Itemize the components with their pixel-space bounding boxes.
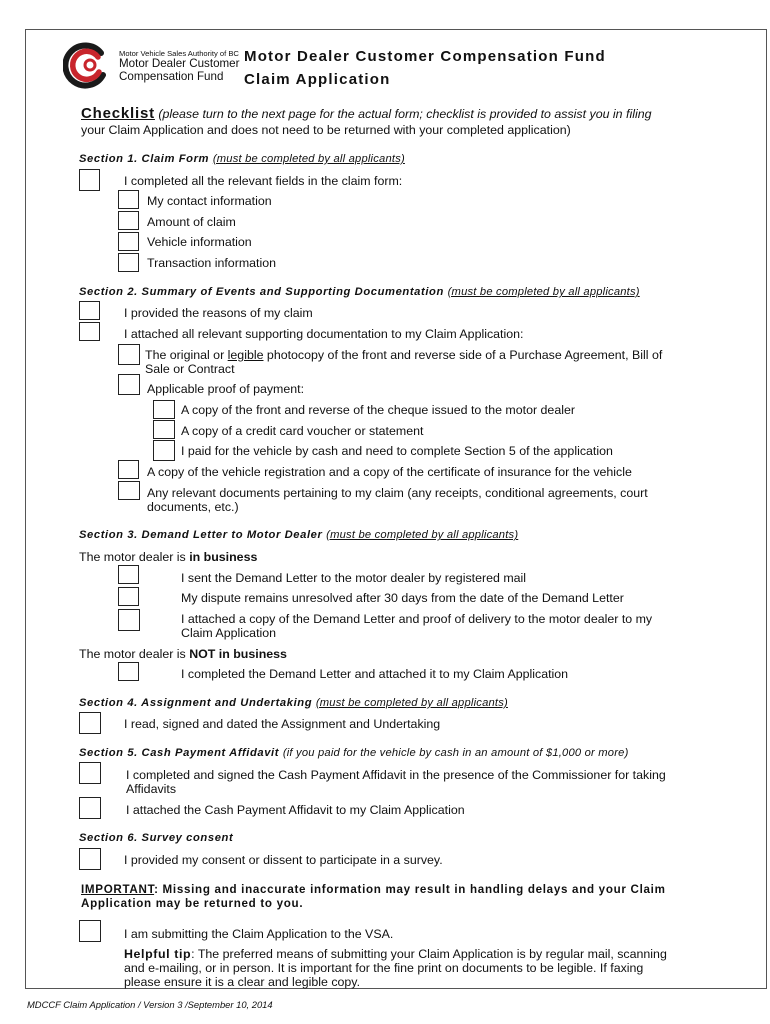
checkbox-affidavit-attached[interactable] (79, 797, 101, 819)
section2-proof: Applicable proof of payment: (147, 382, 305, 396)
checkbox-credit-card[interactable] (153, 420, 175, 439)
section4-title: Section 4. Assignment and Undertaking (79, 697, 313, 709)
section5-item1-line1: I completed and signed the Cash Payment Affidavit in the presence of the Commissioner for taking (126, 768, 666, 782)
important-submit: I am submitting the Claim Application to the VSA. (124, 927, 394, 941)
page-subtitle: Claim Application (244, 71, 391, 88)
section1-sub-item: Amount of claim (147, 215, 236, 229)
section2-other-line1: Any relevant documents pertaining to my claim (any receipts, conditional agreements, court (147, 486, 648, 500)
in-business-prefix: The motor dealer is (79, 550, 190, 564)
checkbox-supporting-docs[interactable] (79, 322, 100, 341)
checkbox-affidavit-signed[interactable] (79, 762, 101, 784)
tip-label: Helpful tip (124, 947, 192, 961)
section2-item2: I attached all relevant supporting documentation to my Claim Application: (124, 327, 524, 341)
checkbox-demand-letter-completed[interactable] (118, 662, 139, 681)
section6-item: I provided my consent or dissent to participate in a survey. (124, 853, 443, 867)
in-business-bold: in business (189, 550, 258, 564)
section4-qualifier: (must be completed by all applicants) (315, 697, 508, 709)
section5-title: Section 5. Cash Payment Affidavit (79, 747, 280, 759)
checkbox-amount-of-claim[interactable] (118, 211, 139, 230)
section3-attached-line2: Claim Application (181, 626, 277, 640)
footer-version: MDCCF Claim Application / Version 3 /September 10, 2014 (27, 999, 273, 1010)
checklist-note-line1: (please turn to the next page for the actual form; checklist is provided to assist you in filing (158, 107, 652, 121)
logo-text (119, 49, 239, 83)
section3-header (79, 529, 518, 541)
section2-original-line2: Sale or Contract (145, 362, 235, 376)
section6-title: Section 6. Survey consent (79, 832, 234, 844)
original-text-a: The original or (145, 348, 228, 362)
checkbox-purchase-agreement[interactable] (118, 344, 140, 365)
original-legible: legible (227, 348, 264, 362)
checklist-intro (81, 105, 652, 122)
checkbox-other-docs[interactable] (118, 481, 140, 500)
section1-sub-item: Transaction information (147, 256, 277, 270)
section5-header (79, 747, 629, 759)
checklist-heading: Checklist (81, 105, 155, 122)
tip-line2: and e-mailing, or in person. It is important for the fine print on documents to be legible. If faxing (124, 961, 644, 975)
checkbox-proof-of-payment[interactable] (118, 374, 140, 395)
tip-line3: please ensure it is a clear and legible copy. (124, 975, 361, 989)
checkbox-submitting[interactable] (79, 920, 101, 942)
page-frame (25, 29, 767, 989)
section2-header (79, 286, 640, 298)
important-label: IMPORTANT (81, 883, 155, 896)
section4-item: I read, signed and dated the Assignment and Undertaking (124, 717, 441, 731)
section2-proof-item: I paid for the vehicle by cash and need to complete Section 5 of the application (181, 444, 613, 458)
section3-item: I sent the Demand Letter to the motor dealer by registered mail (181, 571, 527, 585)
section2-original-line1 (145, 348, 662, 362)
checkbox-unresolved-30-days[interactable] (118, 587, 139, 606)
section2-title: Section 2. Summary of Events and Supporting Documentation (79, 286, 444, 298)
mvsa-logo-icon (63, 41, 111, 89)
checklist-note-line2: your Claim Application and does not need to be returned with your completed application) (81, 123, 571, 137)
section1-sub-item: My contact information (147, 194, 272, 208)
section2-qualifier: (must be completed by all applicants) (447, 286, 640, 298)
checkbox-section1-claim-form[interactable] (79, 169, 100, 191)
important-text-line1: : Missing and inaccurate information may result in handling delays and your Claim (154, 883, 666, 896)
checkbox-registration[interactable] (118, 460, 139, 479)
section1-qualifier: (must be completed by all applicants) (212, 153, 405, 165)
checkbox-cash-payment[interactable] (153, 440, 175, 461)
checkbox-demand-letter-attached[interactable] (118, 609, 140, 631)
section2-proof-item: A copy of a credit card voucher or statement (181, 424, 424, 438)
section3-title: Section 3. Demand Letter to Motor Dealer (79, 529, 323, 541)
page-title: Motor Dealer Customer Compensation Fund (244, 48, 606, 65)
section2-other-line2: documents, etc.) (147, 500, 239, 514)
section3-not-business-item: I completed the Demand Letter and attached it to my Claim Application (181, 667, 569, 681)
checkbox-vehicle-info[interactable] (118, 232, 139, 251)
logo-org-line2: Motor Dealer Customer (119, 57, 240, 70)
logo-org-small: Motor Vehicle Sales Authority of BC (119, 49, 239, 58)
checkbox-cheque-copy[interactable] (153, 400, 175, 419)
checkbox-transaction-info[interactable] (118, 253, 139, 272)
section4-header (79, 697, 508, 709)
section3-attached-line1: I attached a copy of the Demand Letter and proof of delivery to the motor dealer to my (181, 612, 653, 626)
tip-text-line1: : The preferred means of submitting your Claim Application is by regular mail, scanning (191, 947, 667, 961)
checkbox-registered-mail[interactable] (118, 565, 139, 584)
section5-item2: I attached the Cash Payment Affidavit to my Claim Application (126, 803, 465, 817)
section3-not-in-business (79, 647, 287, 661)
important-text-line2: Application may be returned to you. (81, 897, 304, 910)
section5-qualifier: (if you paid for the vehicle by cash in an amount of $1,000 or more) (282, 747, 629, 759)
section1-header (79, 153, 405, 165)
section2-registration: A copy of the vehicle registration and a copy of the certificate of insurance for the vehicle (147, 465, 632, 479)
original-text-b: photocopy of the front and reverse side of a Purchase Agreement, Bill of (263, 348, 663, 362)
section3-in-business (79, 550, 257, 564)
not-business-bold: NOT in business (189, 647, 287, 661)
section3-qualifier: (must be completed by all applicants) (326, 529, 519, 541)
not-business-prefix: The motor dealer is (79, 647, 190, 661)
important-line1 (81, 883, 666, 896)
checkbox-assignment[interactable] (79, 712, 101, 734)
tip-line1 (124, 947, 667, 961)
checkbox-contact-info[interactable] (118, 190, 139, 209)
section2-proof-item: A copy of the front and reverse of the cheque issued to the motor dealer (181, 403, 575, 417)
section1-sub-item: Vehicle information (147, 235, 252, 249)
section3-item: My dispute remains unresolved after 30 days from the date of the Demand Letter (181, 591, 624, 605)
section1-title: Section 1. Claim Form (79, 153, 210, 165)
section5-item1-line2: Affidavits (126, 782, 177, 796)
section2-item1: I provided the reasons of my claim (124, 306, 313, 320)
checkbox-survey-consent[interactable] (79, 848, 101, 870)
logo-org-line3: Compensation Fund (119, 69, 224, 83)
checkbox-reasons[interactable] (79, 301, 100, 320)
section1-item-main: I completed all the relevant fields in the claim form: (124, 174, 403, 188)
